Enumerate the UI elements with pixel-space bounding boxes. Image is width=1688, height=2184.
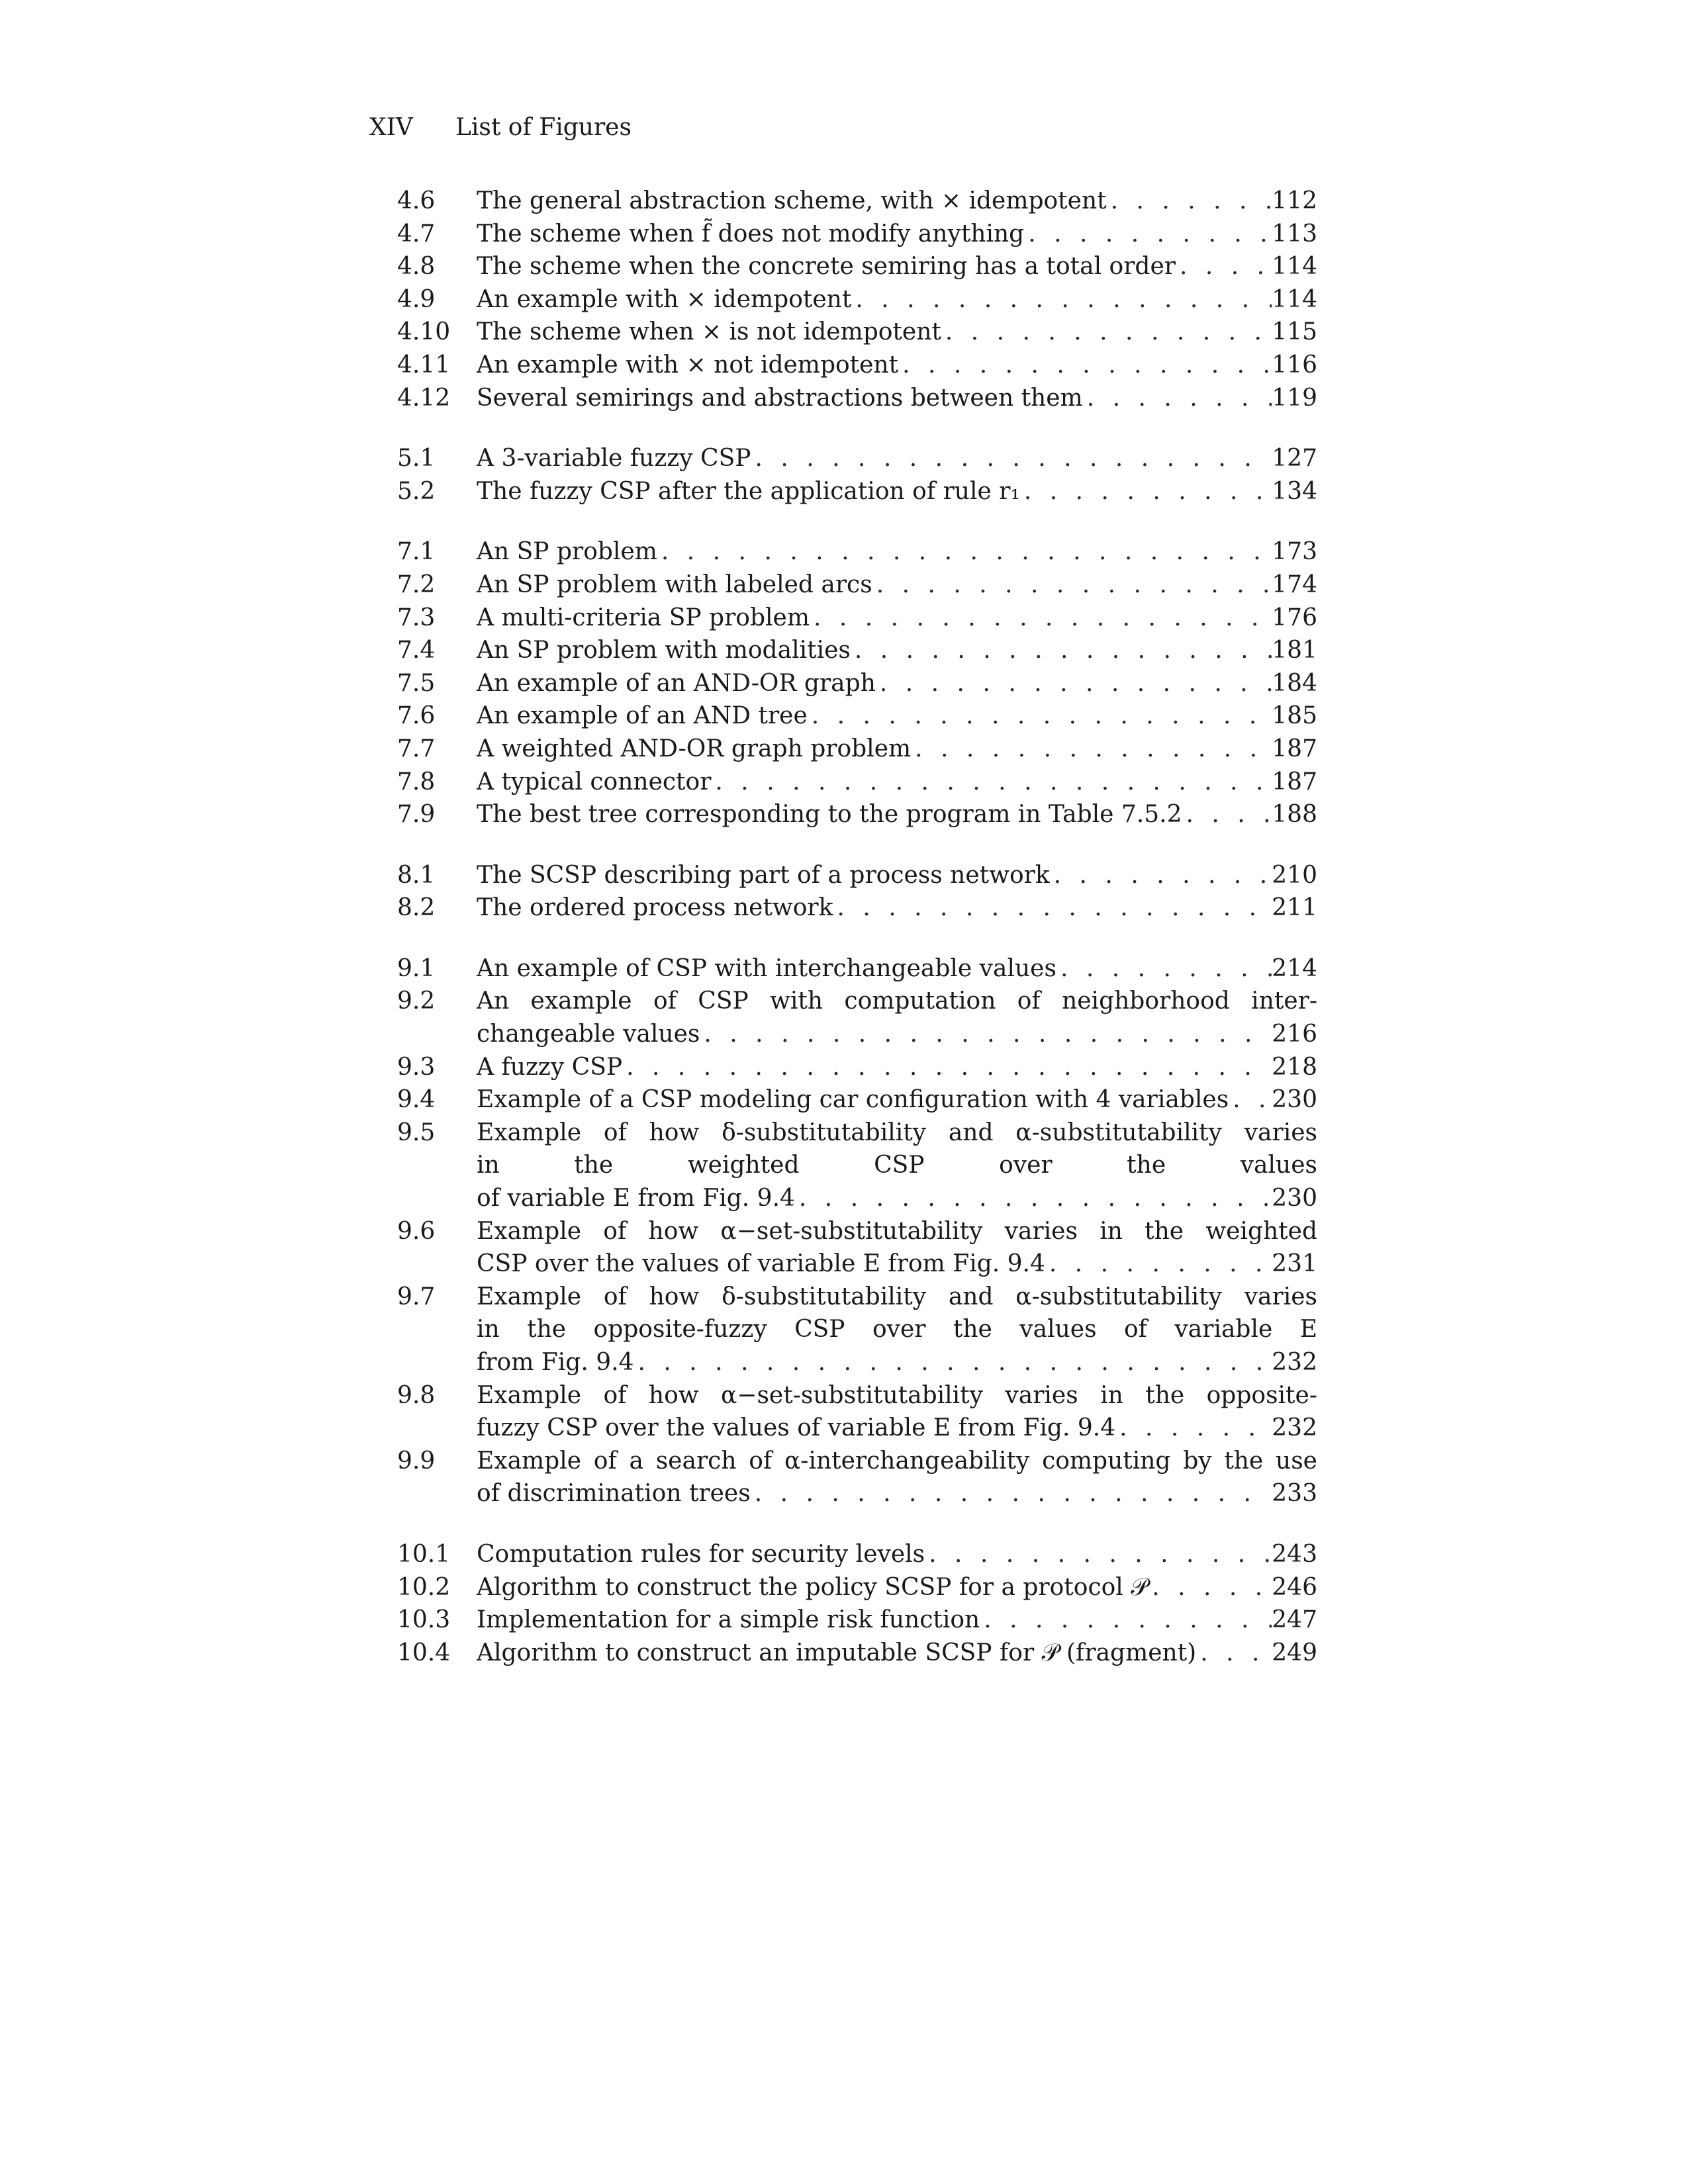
caption-last-line — [477, 1346, 1317, 1379]
caption-line: Several semirings and abstractions between them — [477, 384, 1083, 412]
figure-caption — [477, 1051, 1317, 1084]
page-number: 176 — [1272, 604, 1317, 631]
caption-last-line — [477, 382, 1317, 415]
figure-number: 9.5 — [397, 1118, 436, 1146]
caption-last-line — [477, 952, 1317, 985]
dot-leader — [872, 569, 1272, 602]
figure-number: 9.4 — [397, 1086, 436, 1114]
figure-caption — [477, 1116, 1317, 1215]
figure-entry[interactable] — [397, 250, 1317, 283]
dot-leader — [898, 349, 1272, 382]
figure-caption — [477, 442, 1317, 475]
figure-caption — [477, 891, 1317, 925]
caption-last-line — [477, 1571, 1317, 1604]
page-number: 246 — [1272, 1573, 1317, 1601]
caption-line: An SP problem with labeled arcs — [477, 570, 872, 598]
running-head — [369, 111, 632, 144]
figure-entry[interactable] — [397, 667, 1317, 700]
caption-last-line — [477, 316, 1317, 349]
figure-number: 9.3 — [397, 1053, 436, 1081]
page-number: 174 — [1272, 570, 1317, 598]
page-number: 119 — [1272, 384, 1317, 412]
caption-last-line — [477, 1083, 1317, 1116]
figure-caption — [477, 475, 1317, 508]
figure-entry[interactable] — [397, 733, 1317, 766]
figure-entry[interactable] — [397, 634, 1317, 667]
dot-leader — [1107, 185, 1272, 218]
page-number: 115 — [1272, 318, 1317, 346]
page-number: 232 — [1272, 1414, 1317, 1442]
figure-number: 9.6 — [397, 1217, 436, 1245]
figure-caption — [477, 952, 1317, 985]
figure-entry[interactable] — [397, 1604, 1317, 1637]
page-number: 216 — [1272, 1021, 1317, 1048]
figure-entry[interactable] — [397, 283, 1317, 316]
caption-line: An example of CSP with interchangeable values — [477, 954, 1056, 982]
figure-number: 7.3 — [397, 604, 436, 631]
caption-last-line — [477, 569, 1317, 602]
dot-leader — [633, 1346, 1272, 1379]
dot-leader — [876, 667, 1272, 700]
figure-number: 7.1 — [397, 538, 436, 566]
caption-last-line — [477, 250, 1317, 283]
dot-leader — [1196, 1637, 1272, 1670]
page-number: 187 — [1272, 735, 1317, 762]
figure-entry[interactable] — [397, 1379, 1317, 1445]
caption-last-line — [477, 891, 1317, 925]
caption-line: A weighted AND-OR graph problem — [477, 735, 912, 762]
caption-last-line — [477, 1018, 1317, 1051]
dot-leader — [1115, 1412, 1272, 1445]
figure-entry[interactable] — [397, 185, 1317, 218]
caption-last-line — [477, 667, 1317, 700]
figure-caption — [477, 766, 1317, 799]
figure-entry[interactable] — [397, 1571, 1317, 1604]
caption-last-line — [477, 1182, 1317, 1215]
caption-last-line — [477, 1248, 1317, 1281]
caption-line: of discrimination trees — [477, 1480, 751, 1508]
figure-number: 7.7 — [397, 735, 436, 762]
page-number: 230 — [1272, 1086, 1317, 1114]
figure-entry[interactable] — [397, 1538, 1317, 1571]
caption-last-line — [477, 218, 1317, 251]
figure-caption — [477, 1215, 1317, 1281]
figure-caption — [477, 1083, 1317, 1116]
page-number: 218 — [1272, 1053, 1317, 1081]
caption-line: fuzzy CSP over the values of variable E from Fig. 9.4 — [477, 1414, 1116, 1442]
figure-number: 5.2 — [397, 477, 436, 505]
figure-group — [397, 185, 1317, 414]
page-number: 181 — [1272, 637, 1317, 664]
caption-line: from Fig. 9.4 — [477, 1349, 634, 1376]
page-number: 211 — [1272, 894, 1317, 922]
dot-leader — [1056, 952, 1272, 985]
figure-entry[interactable] — [397, 316, 1317, 349]
caption-line: CSP over the values of variable E from Fig. 9.4 — [477, 1250, 1045, 1278]
dot-leader — [1020, 475, 1272, 508]
figure-caption — [477, 985, 1317, 1050]
caption-last-line — [477, 1477, 1317, 1510]
figure-number: 9.8 — [397, 1381, 436, 1409]
dot-leader — [751, 442, 1272, 475]
caption-line: of variable E from Fig. 9.4 — [477, 1185, 795, 1212]
dot-leader — [1045, 1248, 1272, 1281]
figure-caption — [477, 1379, 1317, 1445]
dot-leader — [851, 634, 1272, 667]
caption-line: Implementation for a simple risk function — [477, 1606, 980, 1634]
figure-caption — [477, 250, 1317, 283]
figure-number: 9.9 — [397, 1447, 436, 1475]
caption-line: Computation rules for security levels — [477, 1540, 925, 1568]
caption-last-line — [477, 733, 1317, 766]
caption-line: A fuzzy CSP — [477, 1053, 623, 1081]
figure-number: 4.6 — [397, 187, 436, 214]
dot-leader — [751, 1477, 1272, 1510]
figure-number: 4.11 — [397, 351, 451, 379]
dot-leader — [711, 766, 1272, 799]
caption-last-line — [477, 602, 1317, 635]
page-number: 173 — [1272, 538, 1317, 566]
figure-number: 7.9 — [397, 801, 436, 829]
figure-caption — [477, 569, 1317, 602]
page-number: 247 — [1272, 1606, 1317, 1634]
dot-leader — [1176, 250, 1272, 283]
caption-line: Example of a search of α-interchangeability computing by the use — [477, 1447, 1317, 1475]
figure-entry[interactable] — [397, 349, 1317, 382]
dot-leader — [700, 1018, 1272, 1051]
caption-line: An example of an AND-OR graph — [477, 669, 876, 697]
dot-leader — [1024, 218, 1272, 251]
page-number: 214 — [1272, 954, 1317, 982]
caption-last-line — [477, 798, 1317, 831]
caption-line: A multi-criteria SP problem — [477, 604, 810, 631]
figure-caption — [477, 1281, 1317, 1379]
dot-leader — [851, 283, 1272, 316]
dot-leader — [833, 891, 1272, 925]
caption-last-line — [477, 1538, 1317, 1571]
figure-number: 10.1 — [397, 1540, 451, 1568]
figure-entry[interactable] — [397, 442, 1317, 475]
figure-entry[interactable] — [397, 798, 1317, 831]
figure-caption — [477, 798, 1317, 831]
caption-last-line — [477, 442, 1317, 475]
figure-group — [397, 535, 1317, 831]
dot-leader — [1083, 382, 1272, 415]
caption-line: The SCSP describing part of a process network — [477, 861, 1050, 889]
page-number: 134 — [1272, 477, 1317, 505]
figure-number: 7.8 — [397, 768, 436, 796]
figure-caption — [477, 382, 1317, 415]
caption-line: Example of how δ-substitutability and α-substitutability varies — [477, 1118, 1317, 1146]
figure-caption — [477, 535, 1317, 569]
figure-entry[interactable] — [397, 952, 1317, 985]
figure-caption — [477, 1538, 1317, 1571]
figure-caption — [477, 859, 1317, 892]
caption-line: Algorithm to construct the policy SCSP for a protocol 𝒫 — [477, 1573, 1149, 1601]
figure-caption — [477, 1637, 1317, 1670]
caption-line: An example of CSP with computation of neighborhood inter- — [477, 987, 1317, 1015]
page-number: 185 — [1272, 702, 1317, 730]
page-number: 243 — [1272, 1540, 1317, 1568]
figure-caption — [477, 634, 1317, 667]
figure-number: 4.8 — [397, 253, 436, 281]
figure-caption — [477, 283, 1317, 316]
caption-last-line — [477, 634, 1317, 667]
caption-last-line — [477, 535, 1317, 569]
caption-line: Example of how δ-substitutability and α-substitutability varies — [477, 1283, 1317, 1310]
caption-line: A typical connector — [477, 768, 712, 796]
dot-leader — [795, 1182, 1272, 1215]
caption-line: An SP problem — [477, 538, 657, 566]
figure-entry[interactable] — [397, 535, 1317, 569]
caption-last-line — [477, 859, 1317, 892]
figure-caption — [477, 1445, 1317, 1510]
figure-entry[interactable] — [397, 1083, 1317, 1116]
figure-entry[interactable] — [397, 700, 1317, 733]
figure-number: 4.9 — [397, 285, 436, 313]
figure-caption — [477, 733, 1317, 766]
figure-entry[interactable] — [397, 1281, 1317, 1379]
caption-line: Example of how α−set-substitutability varies in the opposite- — [477, 1381, 1317, 1409]
figure-entry[interactable] — [397, 1215, 1317, 1281]
figure-number: 5.1 — [397, 445, 436, 473]
caption-last-line — [477, 1637, 1317, 1670]
caption-line: The scheme when the concrete semiring has a total order — [477, 253, 1176, 281]
figure-entry[interactable] — [397, 1116, 1317, 1215]
caption-line: An SP problem with modalities — [477, 637, 851, 664]
page-number: 184 — [1272, 669, 1317, 697]
caption-line: The fuzzy CSP after the application of rule r₁ — [477, 477, 1020, 505]
caption-last-line — [477, 700, 1317, 733]
list-of-figures — [397, 185, 1317, 1697]
caption-line: The general abstraction scheme, with × idempotent — [477, 187, 1107, 214]
figure-caption — [477, 185, 1317, 218]
figure-entry[interactable] — [397, 602, 1317, 635]
caption-line: Example of a CSP modeling car configuration with 4 variables — [477, 1086, 1229, 1114]
page-number: 114 — [1272, 253, 1317, 281]
caption-last-line — [477, 475, 1317, 508]
figure-caption — [477, 349, 1317, 382]
dot-leader — [657, 535, 1272, 569]
caption-line: The best tree corresponding to the program in Table 7.5.2 — [477, 801, 1182, 829]
page-number: 116 — [1272, 351, 1317, 379]
page-number: 113 — [1272, 220, 1317, 248]
figure-caption — [477, 700, 1317, 733]
caption-last-line — [477, 283, 1317, 316]
figure-entry[interactable] — [397, 766, 1317, 799]
page-number: 188 — [1272, 801, 1317, 829]
caption-last-line — [477, 766, 1317, 799]
caption-last-line — [477, 185, 1317, 218]
figure-caption — [477, 602, 1317, 635]
dot-leader — [1050, 859, 1272, 892]
caption-line: The scheme when f̃ does not modify anything — [477, 220, 1025, 248]
figure-entry[interactable] — [397, 1637, 1317, 1670]
figure-number: 8.1 — [397, 861, 436, 889]
page-folio: XIV — [369, 114, 413, 141]
running-title: List of Figures — [455, 114, 632, 141]
page-number: 231 — [1272, 1250, 1317, 1278]
figure-group — [397, 1538, 1317, 1669]
caption-line: in the opposite-fuzzy CSP over the values of variable E — [477, 1316, 1317, 1343]
dot-leader — [925, 1538, 1272, 1571]
dot-leader — [1148, 1571, 1272, 1604]
figure-number: 10.3 — [397, 1606, 451, 1634]
figure-number: 8.2 — [397, 894, 436, 922]
figure-entry[interactable] — [397, 569, 1317, 602]
figure-number: 9.2 — [397, 987, 436, 1015]
page-number: 232 — [1272, 1349, 1317, 1376]
figure-caption — [477, 218, 1317, 251]
caption-line: An example of an AND tree — [477, 702, 808, 730]
caption-line: A 3-variable fuzzy CSP — [477, 445, 751, 473]
page-number: 114 — [1272, 285, 1317, 313]
page-number: 112 — [1272, 187, 1317, 214]
dot-leader — [941, 316, 1272, 349]
figure-group — [397, 442, 1317, 508]
page-number: 230 — [1272, 1185, 1317, 1212]
figure-caption — [477, 316, 1317, 349]
figure-number: 7.6 — [397, 702, 436, 730]
figure-entry[interactable] — [397, 1445, 1317, 1510]
figure-entry[interactable] — [397, 218, 1317, 251]
figure-number: 10.4 — [397, 1639, 451, 1666]
figure-number: 9.1 — [397, 954, 436, 982]
page-number: 187 — [1272, 768, 1317, 796]
caption-line: An example with × not idempotent — [477, 351, 899, 379]
caption-line: The ordered process network — [477, 894, 833, 922]
dot-leader — [911, 733, 1272, 766]
figure-entry[interactable] — [397, 382, 1317, 415]
figure-number: 9.7 — [397, 1283, 436, 1310]
figure-caption — [477, 667, 1317, 700]
dot-leader — [1229, 1083, 1272, 1116]
caption-line: in the weighted CSP over the values — [477, 1152, 1317, 1179]
figure-entry[interactable] — [397, 985, 1317, 1050]
caption-last-line — [477, 1051, 1317, 1084]
caption-last-line — [477, 1604, 1317, 1637]
page-number: 127 — [1272, 445, 1317, 473]
figure-entry[interactable] — [397, 1051, 1317, 1084]
figure-number: 4.12 — [397, 384, 451, 412]
page-number: 233 — [1272, 1480, 1317, 1508]
figure-entry[interactable] — [397, 475, 1317, 508]
page-number: 249 — [1272, 1639, 1317, 1666]
figure-number: 7.5 — [397, 669, 436, 697]
dot-leader — [810, 602, 1272, 635]
figure-number: 7.4 — [397, 637, 436, 664]
caption-line: Algorithm to construct an imputable SCSP for 𝒫 (fragment) — [477, 1639, 1197, 1666]
figure-entry[interactable] — [397, 859, 1317, 892]
page-number: 210 — [1272, 861, 1317, 889]
figure-caption — [477, 1571, 1317, 1604]
figure-group — [397, 859, 1317, 925]
figure-number: 4.10 — [397, 318, 451, 346]
figure-number: 4.7 — [397, 220, 436, 248]
figure-number: 7.2 — [397, 570, 436, 598]
dot-leader — [622, 1051, 1272, 1084]
caption-last-line — [477, 1412, 1317, 1445]
figure-caption — [477, 1604, 1317, 1637]
dot-leader — [808, 700, 1272, 733]
dot-leader — [1182, 798, 1272, 831]
dot-leader — [980, 1604, 1272, 1637]
figure-number: 10.2 — [397, 1573, 451, 1601]
caption-line: An example with × idempotent — [477, 285, 852, 313]
caption-last-line — [477, 349, 1317, 382]
figure-group — [397, 952, 1317, 1510]
figure-entry[interactable] — [397, 891, 1317, 925]
caption-line: The scheme when × is not idempotent — [477, 318, 941, 346]
caption-line: changeable values — [477, 1021, 700, 1048]
caption-line: Example of how α−set-substitutability varies in the weighted — [477, 1217, 1317, 1245]
